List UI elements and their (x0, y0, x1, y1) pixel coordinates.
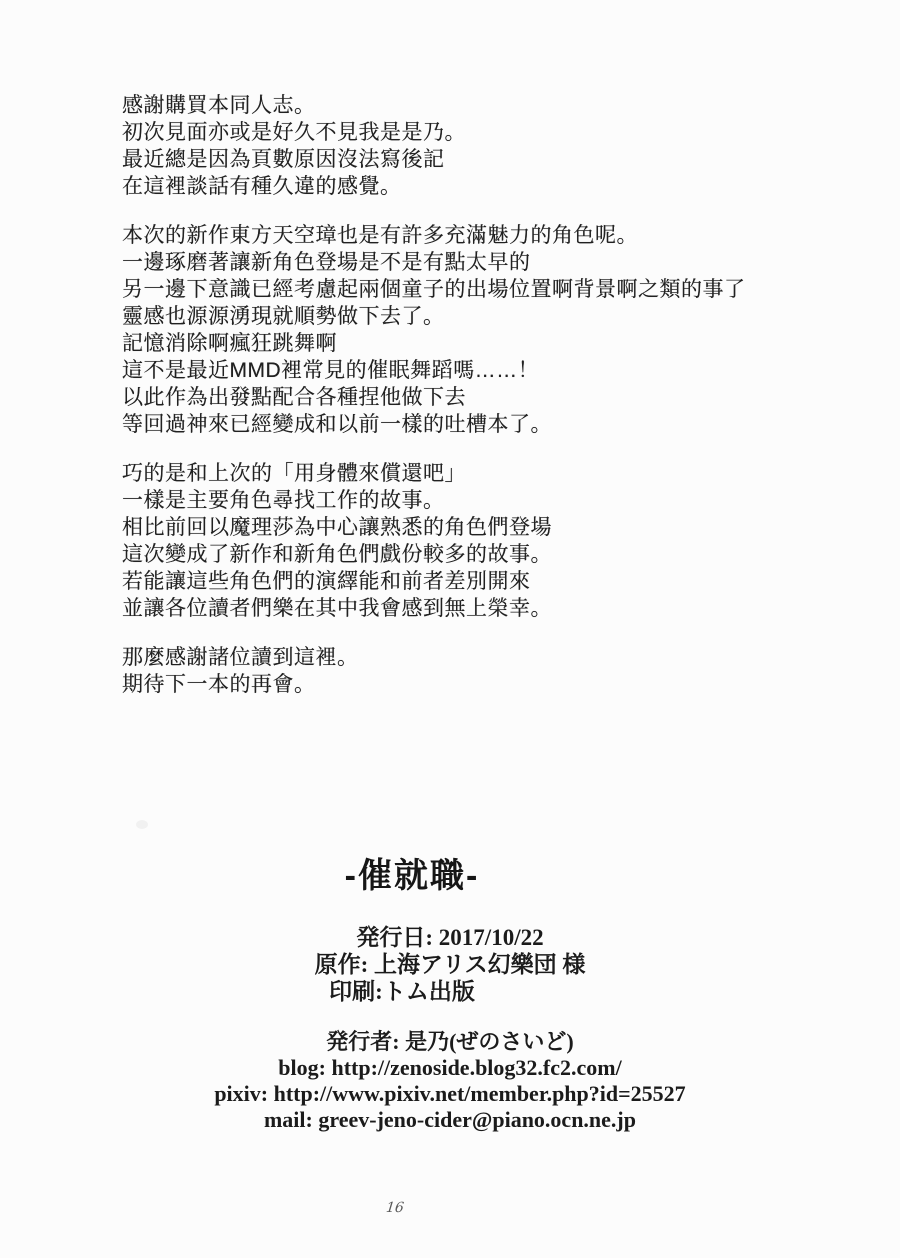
afterword-line: 以此作為出發點配合各種捏他做下去 (122, 386, 466, 409)
afterword-line: 等回過神來已經變成和以前一樣的吐槽本了。 (122, 413, 552, 436)
afterword-line: 相比前回以魔理莎為中心讓熟悉的角色們登場 (122, 516, 552, 539)
afterword-line: 另一邊下意識已經考慮起兩個童子的出場位置啊背景啊之類的事了 (122, 278, 746, 301)
contact-mail-line: mail: greev-jeno-cider@piano.ocn.ne.jp (263, 1107, 636, 1132)
afterword-paragraph (122, 644, 746, 698)
page-number (0, 1200, 900, 1216)
afterword-line: 一樣是主要角色尋找工作的故事。 (122, 489, 445, 512)
afterword-line: 記憶消除啊瘋狂跳舞啊 (122, 332, 337, 355)
scan-smudge (136, 820, 148, 829)
afterword-line: 這次變成了新作和新角色們戲份較多的故事。 (122, 543, 552, 566)
afterword-paragraph (122, 460, 746, 622)
afterword-line: 巧的是和上次的「用身體來償還吧」 (122, 462, 466, 485)
afterword-paragraph (122, 222, 746, 438)
contact-info (0, 1029, 900, 1133)
contact-pixiv-line: pixiv: http://www.pixiv.net/member.php?id=25527 (214, 1081, 686, 1106)
printer-line: 印刷:トム出版 (329, 979, 475, 1004)
afterword-line: 這不是最近MMD裡常見的催眠舞蹈嗎……！ (122, 359, 540, 382)
afterword-line: 本次的新作東方天空璋也是有許多充滿魅力的角色呢。 (122, 224, 638, 247)
afterword-line: 並讓各位讀者們樂在其中我會感到無上榮幸。 (122, 597, 552, 620)
afterword-line: 感謝購買本同人志。 (122, 94, 316, 117)
afterword-line: 那麼感謝諸位讀到這裡。 (122, 646, 359, 669)
afterword-line: 最近總是因為頁數原因沒法寫後記 (122, 148, 445, 171)
doujin-title: -催就職- (344, 857, 480, 895)
publisher-line: 発行者: 是乃(ぜのさいど) (326, 1029, 574, 1054)
afterword-line: 在這裡談話有種久違的感覺。 (122, 175, 402, 198)
afterword-line: 初次見面亦或是好久不見我是是乃。 (122, 121, 466, 144)
colophon (0, 856, 900, 1133)
afterword-line: 靈感也源源湧現就順勢做下去了。 (122, 305, 445, 328)
afterword-line: 期待下一本的再會。 (122, 673, 316, 696)
afterword-line: 若能讓這些角色們的演繹能和前者差別開來 (122, 570, 531, 593)
afterword-paragraph (122, 92, 746, 200)
afterword-text (122, 92, 746, 698)
page-number-value: 16 (385, 1200, 405, 1216)
publish-date-line: 発行日: 2017/10/22 (356, 925, 544, 950)
original-work-line: 原作: 上海アリス幻樂団 様 (314, 952, 586, 977)
publication-info (0, 924, 900, 1005)
contact-blog-line: blog: http://zenoside.blog32.fc2.com/ (278, 1055, 622, 1080)
afterword-line: 一邊琢磨著讓新角色登場是不是有點太早的 (122, 251, 531, 274)
